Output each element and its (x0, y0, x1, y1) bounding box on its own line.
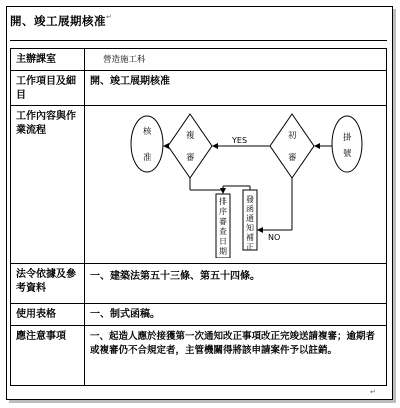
paragraph-mark-icon: ↵ (106, 13, 113, 21)
table-row (11, 106, 387, 264)
row-label: 工作內容與作業流程 (11, 106, 85, 264)
register-label-2: 號 (343, 149, 352, 159)
review-label-2: 審 (186, 153, 195, 163)
row-label: 主辦課室 (11, 49, 85, 71)
table-row (11, 304, 387, 326)
title-text: 開、竣工展期核准 (10, 14, 106, 28)
notify-label: 發函通知補正 (246, 195, 254, 252)
procedure-table (10, 48, 387, 386)
first-review-label-1: 初 (288, 131, 297, 141)
document-title (10, 13, 112, 29)
paragraph-mark-icon: ↵ (370, 388, 376, 396)
table-row (11, 49, 387, 71)
edge-no-label: NO (268, 233, 281, 242)
review-node (168, 114, 212, 178)
table-row (11, 326, 387, 386)
approve-label-1: 核 (143, 127, 152, 137)
row-value: 一、制式函稿。 (85, 304, 387, 326)
row-label: 法令依據及參考資料 (11, 264, 85, 304)
row-label: 工作項目及細目 (11, 71, 85, 106)
table-row (11, 264, 387, 304)
row-value: 一、起造人應於接獲第一次通知改正事項改正完竣送請複審；逾期者或複審仍不合規定者，主管機關得將該申請案件予以註銷。 (85, 326, 387, 386)
row-value: 開、竣工展期核准 (85, 71, 387, 106)
approve-node (131, 116, 163, 172)
first-review-node (270, 114, 314, 178)
approve-label-2: 准 (143, 153, 152, 163)
edge-yes-label: YES (232, 136, 248, 145)
row-value: 營造施工科 (85, 49, 387, 71)
register-node (332, 116, 362, 172)
row-label: 應注意事項 (11, 326, 85, 386)
workflow-diagram (85, 106, 396, 258)
first-review-label-2: 審 (288, 153, 297, 163)
schedule-label: 排序審查日期 (219, 197, 227, 256)
table-row (11, 71, 387, 106)
row-label: 使用表格 (11, 304, 85, 326)
title-divider (10, 40, 387, 41)
register-label-1: 掛 (343, 133, 352, 143)
row-value: 一、建築法第五十三條、第五十四條。 (85, 264, 387, 304)
review-label-1: 複 (186, 131, 195, 141)
workflow-diagram-cell (85, 106, 387, 264)
